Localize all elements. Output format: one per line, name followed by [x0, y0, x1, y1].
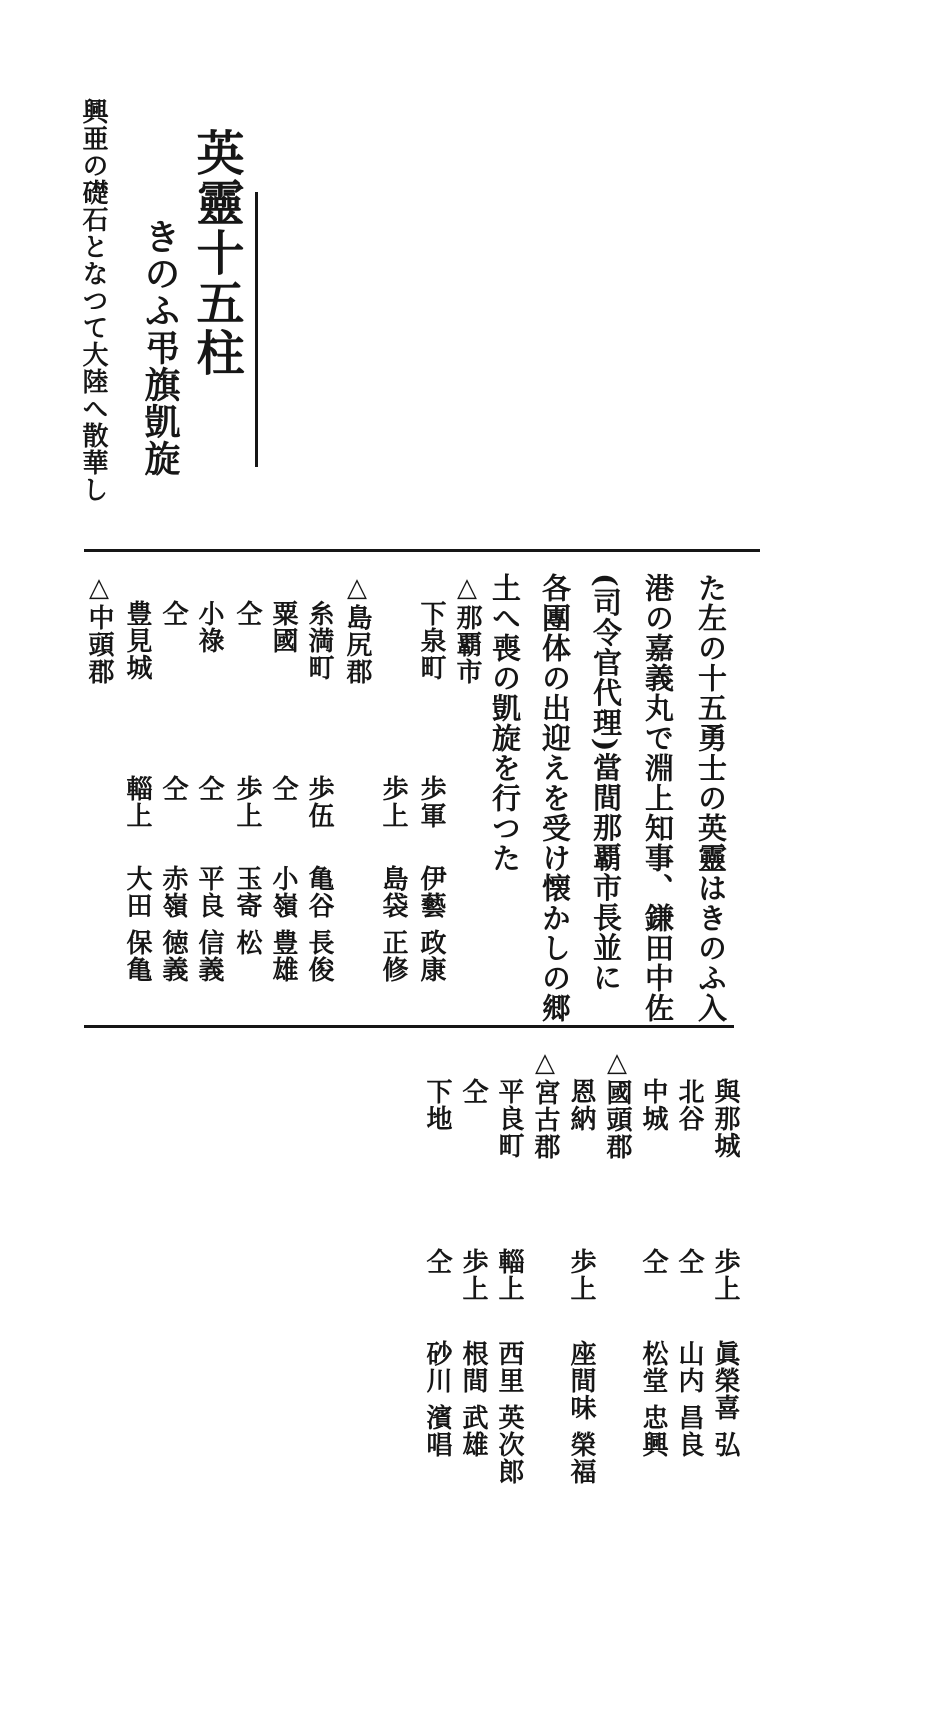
upper-name-10: 大田 保亀 — [122, 865, 152, 984]
upper-rank-7: 歩上 — [232, 775, 262, 829]
lower-name-5: 座間味 榮福 — [566, 1340, 596, 1486]
article-subtitle: きのふ弔旗凱旋 — [139, 218, 181, 477]
upper-rank-2: 歩軍 — [416, 775, 446, 829]
lower-place-2: 北谷 — [674, 1078, 704, 1132]
article-title: 英靈十五柱 — [188, 128, 244, 378]
upper-place-11: △中頭郡 — [84, 573, 114, 685]
lower-place-7: 平良町 — [494, 1078, 524, 1159]
lower-rank-3: 仝 — [638, 1248, 668, 1275]
lower-rank-5: 歩上 — [566, 1248, 596, 1302]
upper-name-5: 亀谷 長俊 — [304, 865, 334, 984]
body-line-5: 土へ喪の凱旋を行つた — [488, 573, 522, 873]
lower-place-3: 中城 — [638, 1078, 668, 1132]
upper-place-10: 豊見城 — [122, 600, 152, 681]
upper-place-6: 粟國 — [268, 600, 298, 654]
lower-place-5: 恩納 — [566, 1078, 596, 1132]
upper-name-9: 赤嶺 徳義 — [158, 865, 188, 984]
lower-place-9: 下地 — [422, 1078, 452, 1132]
side-heading: 興亜の礎石となつて大陸へ散華し — [78, 98, 108, 503]
upper-rank-8: 仝 — [194, 775, 224, 802]
lower-name-8: 根間 武雄 — [458, 1340, 488, 1459]
body-line-1: た左の十五勇士の英靈はきのふ入 — [694, 573, 728, 1023]
upper-place-7: 仝 — [232, 600, 262, 627]
upper-name-8: 平良 信義 — [194, 865, 224, 984]
lower-rank-7: 輜上 — [494, 1248, 524, 1302]
lower-name-7: 西里 英次郎 — [494, 1340, 524, 1486]
upper-rank-3: 歩上 — [378, 775, 408, 829]
body-line-2: 港の嘉義丸で淵上知事、鎌田中佐 — [641, 573, 675, 1023]
upper-rank-10: 輜上 — [122, 775, 152, 829]
upper-name-7: 玉寄 松 — [232, 865, 262, 957]
lower-rank-1: 歩上 — [710, 1248, 740, 1302]
upper-rank-5: 歩伍 — [304, 775, 334, 829]
upper-place-1: △那覇市 — [452, 573, 482, 685]
upper-place-9: 仝 — [158, 600, 188, 627]
upper-place-8: 小祿 — [194, 600, 224, 654]
lower-rank-9: 仝 — [422, 1248, 452, 1275]
lower-rank-2: 仝 — [674, 1248, 704, 1275]
lower-name-3: 松堂 忠興 — [638, 1340, 668, 1459]
lower-place-4: △國頭郡 — [602, 1048, 632, 1160]
upper-place-2: 下泉町 — [416, 600, 446, 681]
upper-rank-6: 仝 — [268, 775, 298, 802]
lower-name-9: 砂川 濱唱 — [422, 1340, 452, 1459]
body-line-4: 各團体の出迎えを受け懐かしの郷 — [538, 573, 572, 1023]
lower-rank-8: 歩上 — [458, 1248, 488, 1302]
upper-name-3: 島袋 正修 — [378, 865, 408, 984]
upper-name-2: 伊藝 政康 — [416, 865, 446, 984]
lower-name-2: 山内 昌良 — [674, 1340, 704, 1459]
lower-place-8: 仝 — [458, 1078, 488, 1105]
upper-place-5: 糸満町 — [304, 600, 334, 681]
lower-name-1: 眞榮喜 弘 — [710, 1340, 740, 1459]
lower-place-6: △宮古郡 — [530, 1048, 560, 1160]
upper-place-4: △島尻郡 — [342, 573, 372, 685]
body-line-3: (司令官代理)當間那覇市長並に — [589, 573, 623, 993]
top-rule — [84, 549, 760, 552]
middle-rule — [84, 1025, 734, 1028]
lower-place-1: 與那城 — [710, 1078, 740, 1159]
upper-name-6: 小嶺 豊雄 — [268, 865, 298, 984]
upper-rank-9: 仝 — [158, 775, 188, 802]
title-rule — [255, 192, 258, 467]
